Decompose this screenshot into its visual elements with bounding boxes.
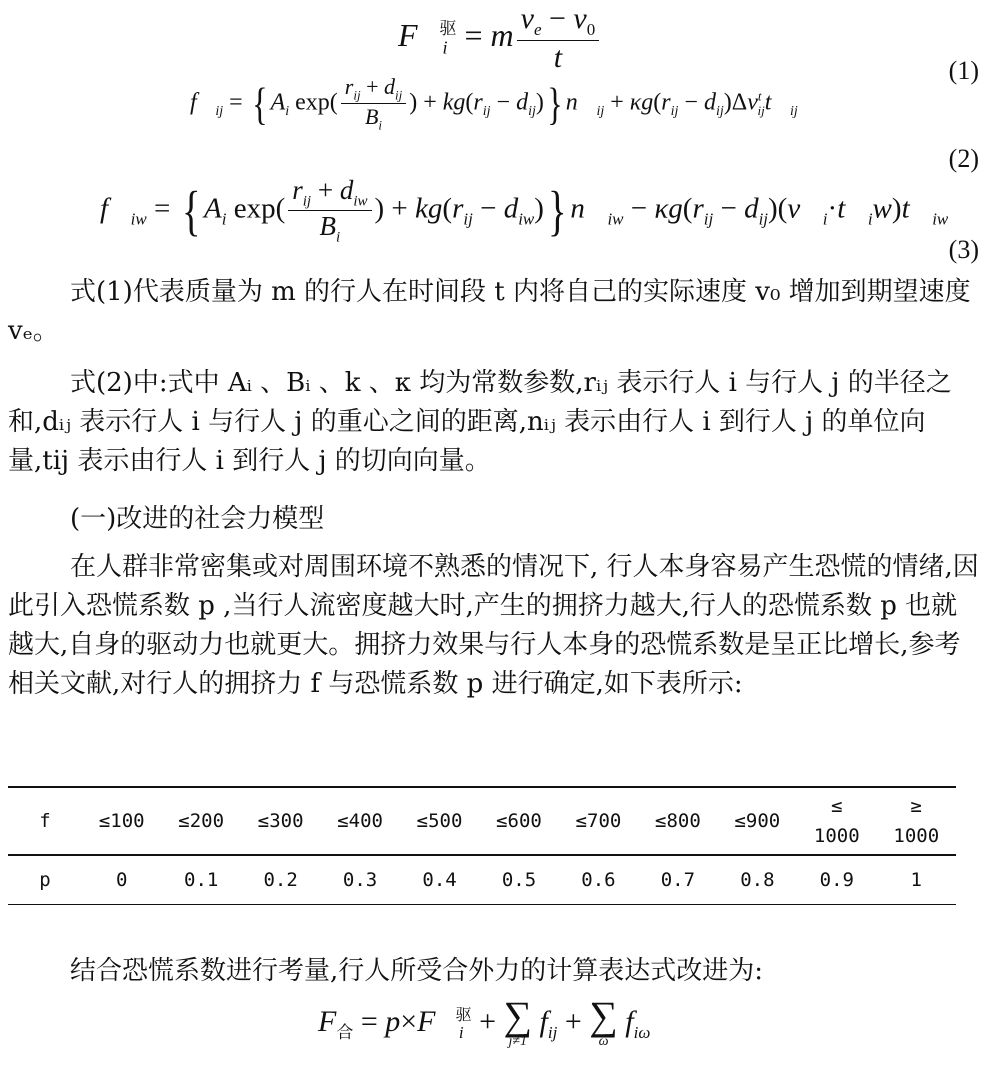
paragraph-panic-coefficient: 在人群非常密集或对周围环境不熟悉的情况下, 行人本身容易产生恐慌的情绪,因此引入恐慌系数 p ,当行人流密度越大时,产生的拥挤力越大,行人的恐慌系数 p 也就越大,自身的驱动力也就更大。拥挤力效果与行人本身的恐慌系数是呈正比增长,参考相关文献,对行人的拥挤力 f 与恐慌系数 p 进行确定,如下表所示: [8, 552, 979, 699]
table-header-cell: ≤600 [479, 787, 558, 855]
table-header-cell: ≤300 [241, 787, 320, 855]
table-header-cell-le1000 [797, 787, 876, 855]
table-cell: 0.8 [718, 855, 797, 905]
table-header-cell: ≤700 [559, 787, 638, 855]
table-header-cell-ge1000 [877, 787, 956, 855]
le-symbol: ≤ [831, 795, 843, 817]
equation-combined-force: $F_合$ = $p\times F⃗_i^驱$ + ∑ j≠1 $f_{ij}$ + ∑ ω $f_{i\omega}$ [318, 993, 651, 1049]
table-value-label: p [8, 855, 82, 905]
table-cell: 0.1 [161, 855, 240, 905]
equation-3: $f⃗_{iw}$ = { $A_i$ exp( $\frac{r_{ij} + d_{iw}}{B_i}$ ) + $kg(r_{ij} - d_{iw})$} $n⃗_{iw} - \kappa g(r_{ij}$ − $d_{ij})(v⃗_i\cdot t⃗_iw)t⃗_{iw}$ [100, 175, 949, 246]
panic-coefficient-table [8, 786, 956, 905]
table-cell: 0.3 [320, 855, 399, 905]
paragraph-eq1-description: 式(1)代表质量为 m 的行人在时间段 t 内将自己的实际速度 v₀ 增加到期望速度 vₑ。 [8, 277, 971, 346]
table-header-row [8, 787, 956, 855]
ge-value: 1000 [893, 825, 940, 847]
table-cell: 0.7 [638, 855, 717, 905]
table-header-cell: ≤400 [320, 787, 399, 855]
table-value-row [8, 855, 956, 905]
paragraph-combined-force-intro: 结合恐慌系数进行考量,行人所受合外力的计算表达式改进为: [70, 956, 764, 986]
equation-1-number: (1) [948, 56, 979, 85]
table-header-cell: ≤900 [718, 787, 797, 855]
table-cell: 1 [877, 855, 956, 905]
table-header-cell: ≤100 [82, 787, 161, 855]
le-value: 1000 [813, 825, 860, 847]
table-header-cell: ≤500 [400, 787, 479, 855]
table-header-cell: ≤200 [161, 787, 240, 855]
equation-3-number: (3) [948, 235, 979, 264]
paragraph-eq2-description: 式(2)中:式中 Aᵢ 、Bᵢ 、k 、κ 均为常数参数,rᵢⱼ 表示行人 i 与行人 j 的半径之和,dᵢⱼ 表示行人 i 与行人 j 的重心之间的距离,nᵢⱼ 表示由行人 i 到行人 j 的单位向量,tij 表示由行人 i 到行人 j 的切向向量。 [8, 368, 952, 476]
equation-2-number: (2) [948, 144, 979, 173]
table-header-cell: ≤800 [638, 787, 717, 855]
table-cell: 0.4 [400, 855, 479, 905]
table-cell: 0.5 [479, 855, 558, 905]
section-heading-improved-model: (一)改进的社会力模型 [70, 504, 325, 534]
ge-symbol: ≥ [910, 795, 922, 817]
equation-1: $F⃗_i^驱 = m$ $\frac{v_e - v_0}{t}$ [398, 2, 602, 75]
force-drive-symbol: $F⃗_i^驱$ [398, 16, 457, 58]
table-cell: 0 [82, 855, 161, 905]
table-cell: 0.2 [241, 855, 320, 905]
equation-2: $f⃗_{ij}$ = { $A_i$ exp( $\frac{r_{ij} + d_{ij}}{B_i}$ ) + $kg(r_{ij} - d_{ij})$} $n⃗_{ij} + \kappa g(r_{ij}$ − $d_{ij})\Delta v^t_{ij}t⃗_{ij}$ [190, 74, 798, 133]
table-cell: 0.9 [797, 855, 876, 905]
table-cell: 0.6 [559, 855, 638, 905]
table-header-label: f [8, 787, 82, 855]
